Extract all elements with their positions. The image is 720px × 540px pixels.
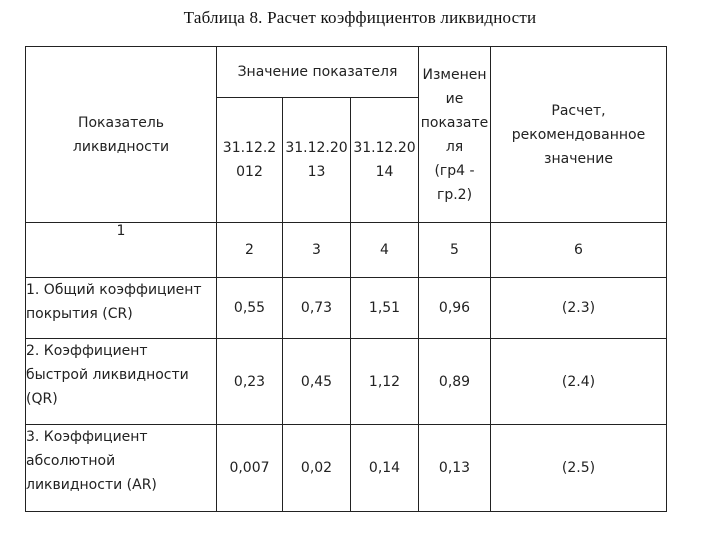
header-year-2014 [351, 98, 419, 223]
header-change-line: гр.2) [436, 186, 473, 203]
header-value-group: Значение показателя [217, 47, 419, 98]
value-cell: 0,13 [419, 425, 491, 512]
value-cell: (2.5) [491, 425, 667, 512]
header-year-line: 14 [375, 164, 394, 180]
value-cell: (2.4) [491, 339, 667, 425]
header-year-2012 [217, 98, 283, 223]
value-cell: (2.3) [491, 278, 667, 339]
row-name-line: быстрой ликвидности [26, 367, 189, 383]
header-recommended-line: рекомендованное [511, 126, 646, 143]
header-year-line: 31.12.2 [222, 140, 277, 156]
row-name-line: покрытия (CR) [26, 306, 133, 322]
value-cell: 0,23 [217, 339, 283, 425]
column-number-row [26, 223, 667, 278]
row-name-line: 3. Коэффициент [26, 429, 148, 445]
column-number: 5 [419, 223, 491, 278]
header-row [26, 47, 667, 98]
header-year-2013 [283, 98, 351, 223]
header-indicator-line: Показатель [77, 114, 165, 131]
column-number: 3 [283, 223, 351, 278]
value-cell: 1,51 [351, 278, 419, 339]
table-row [26, 339, 667, 425]
column-number: 6 [491, 223, 667, 278]
header-year-line: 012 [236, 164, 263, 180]
header-indicator [26, 47, 217, 223]
header-year-line: 13 [307, 164, 326, 180]
header-year-line: 31.12.20 [285, 140, 348, 156]
row-name-line: 2. Коэффициент [26, 343, 148, 359]
value-cell: 0,73 [283, 278, 351, 339]
header-change-line: ля [445, 138, 464, 155]
value-cell: 0,55 [217, 278, 283, 339]
column-number: 4 [351, 223, 419, 278]
column-number: 2 [217, 223, 283, 278]
header-recommended [491, 47, 667, 223]
row-name [26, 425, 217, 512]
table-row [26, 425, 667, 512]
header-indicator-line: ликвидности [72, 138, 170, 155]
liquidity-table [25, 46, 667, 512]
table-title: Таблица 8. Расчет коэффициентов ликвидности [183, 8, 537, 27]
header-change-line: ие [445, 90, 464, 107]
header-change [419, 47, 491, 223]
value-cell: 0,45 [283, 339, 351, 425]
value-cell: 1,12 [351, 339, 419, 425]
value-cell: 0,14 [351, 425, 419, 512]
header-recommended-line: значение [544, 150, 613, 167]
header-change-line: (гр4 - [434, 162, 475, 179]
row-name-line: ликвидности (AR) [26, 477, 157, 493]
column-number: 1 [26, 223, 217, 278]
row-name-line: абсолютной [26, 453, 116, 469]
table-row [26, 278, 667, 339]
header-change-line: Изменен [422, 66, 487, 83]
row-name [26, 339, 217, 425]
value-cell: 0,007 [217, 425, 283, 512]
row-name-line: 1. Общий коэффициент [26, 282, 202, 298]
header-change-line: показате [420, 114, 489, 131]
row-name-line: (QR) [26, 391, 58, 407]
row-name [26, 278, 217, 339]
value-cell: 0,96 [419, 278, 491, 339]
header-recommended-line: Расчет, [551, 102, 606, 119]
value-cell: 0,02 [283, 425, 351, 512]
header-year-line: 31.12.20 [353, 140, 416, 156]
value-cell: 0,89 [419, 339, 491, 425]
